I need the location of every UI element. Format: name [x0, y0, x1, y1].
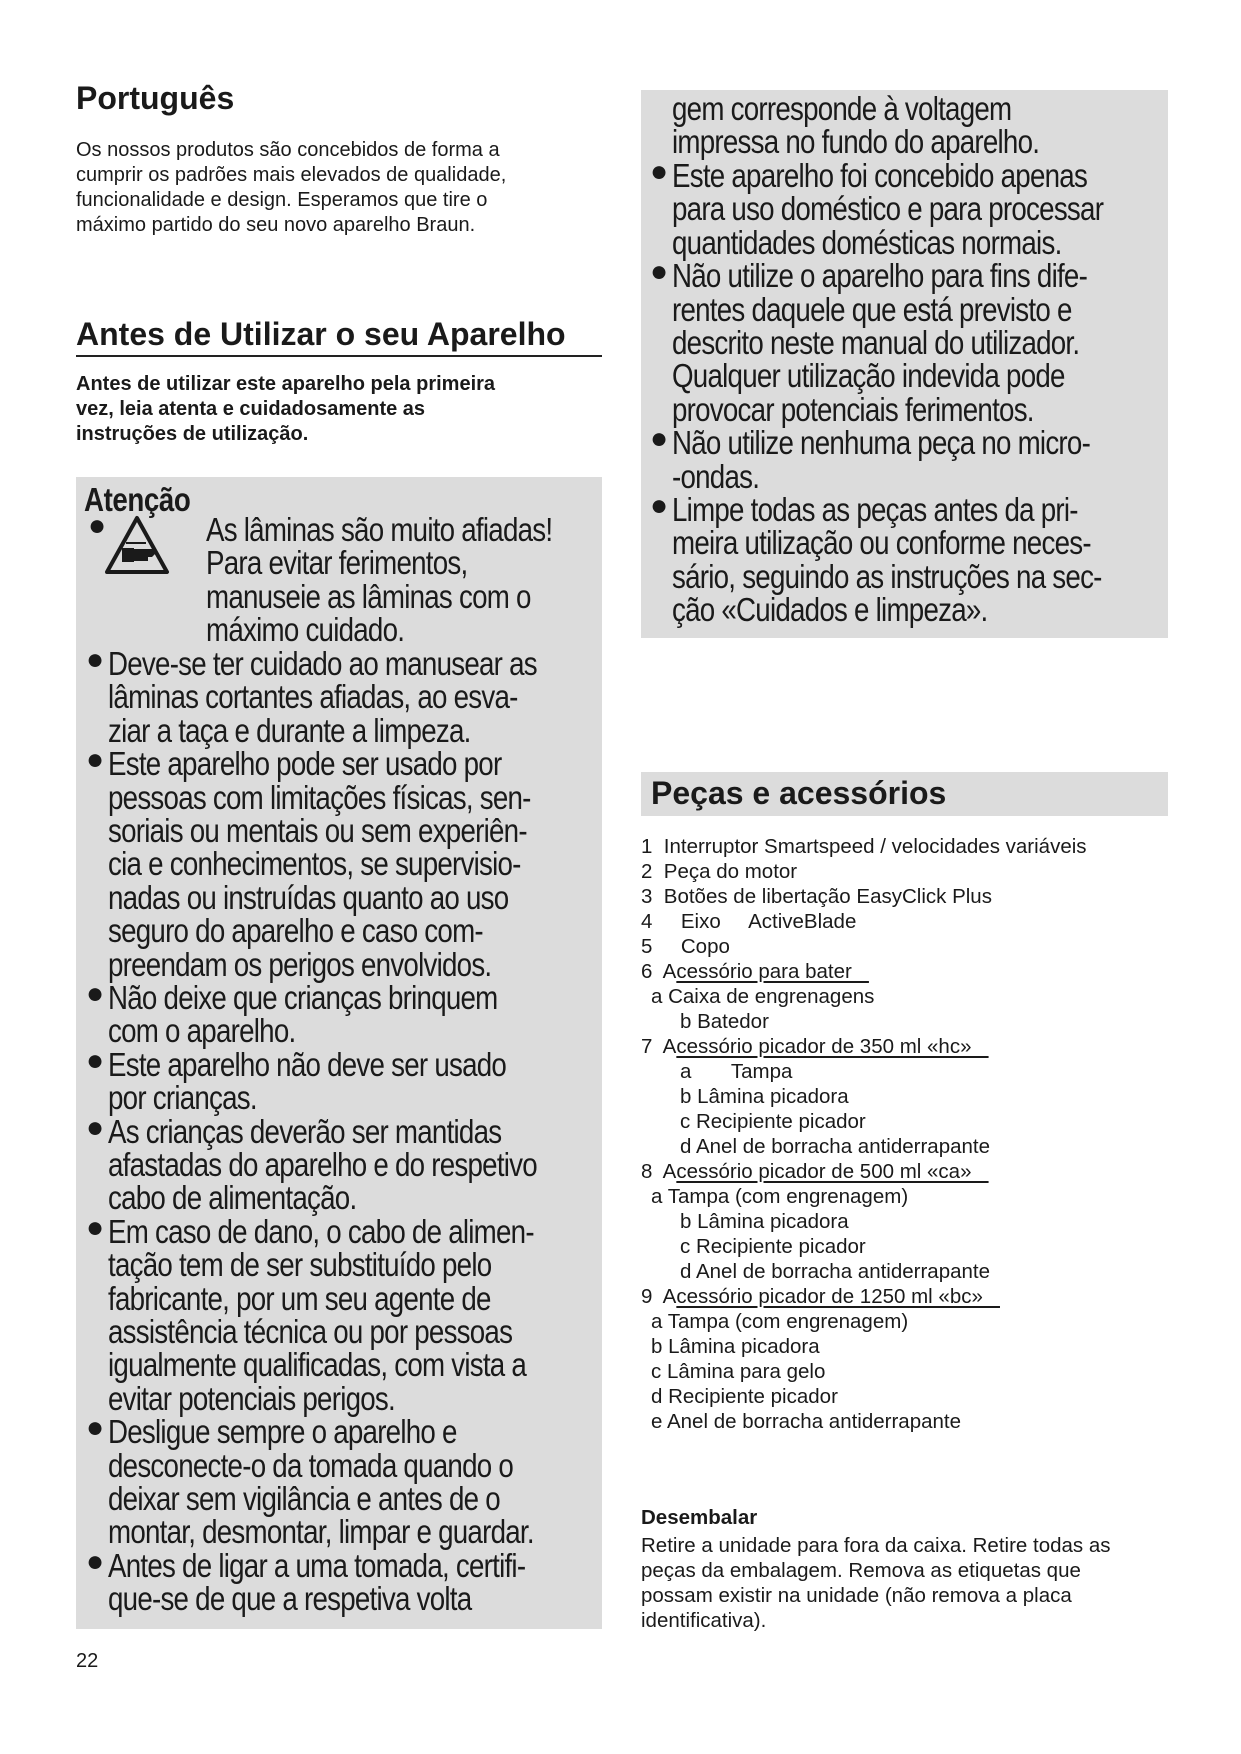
- parts-item-text: 9 A: [641, 1285, 677, 1308]
- bullet: ●: [86, 1110, 105, 1144]
- parts-heading-bar: [641, 772, 1168, 816]
- text-line: fabricante, por um seu agente de: [108, 1279, 491, 1317]
- parts-item-text: 6 A: [641, 960, 677, 983]
- text-line: As lâminas são muito afiadas!: [206, 511, 553, 548]
- parts-item: [641, 1009, 1181, 1034]
- parts-item: [641, 834, 1181, 859]
- parts-item: [641, 984, 1181, 1009]
- text-line: por crianças.: [108, 1079, 257, 1117]
- parts-item-text: d Recipiente picador: [651, 1385, 838, 1408]
- text-line: tação tem de ser substituído pelo: [108, 1246, 492, 1284]
- text-line: Em caso de dano, o cabo de alimen-: [108, 1212, 534, 1250]
- text-line: afastadas do aparelho e do respetivo: [108, 1146, 537, 1183]
- bullet: ●: [86, 643, 105, 676]
- text-line: Deve-se ter cuidado ao manusear as: [108, 645, 537, 682]
- text-line: gem corresponde à voltagem: [672, 90, 1012, 127]
- text-line: lâminas cortantes afiadas, ao esva-: [108, 678, 518, 716]
- intro-paragraph: [76, 138, 596, 238]
- intro-line: máximo partido do seu novo aparelho Braun.: [76, 214, 476, 236]
- text-line: ziar a taça e durante a limpeza.: [108, 711, 471, 749]
- parts-item: [641, 884, 1181, 909]
- text-line: deixar sem vigilância e antes de o: [108, 1480, 500, 1517]
- text-line: Não utilize nenhuma peça no micro-: [672, 424, 1091, 462]
- parts-item-text: b Lâmina picadora: [680, 1085, 849, 1108]
- bullet: ●: [86, 743, 105, 777]
- list-item: [108, 1415, 534, 1549]
- unpack-paragraph: [641, 1533, 1181, 1633]
- parts-item: [641, 1334, 1181, 1359]
- safety-continued-panel: [641, 90, 1168, 638]
- list-item: [108, 1546, 526, 1618]
- text-line: Desligue sempre o aparelho e: [108, 1413, 457, 1451]
- bullet: ●: [86, 1411, 105, 1445]
- parts-item: [641, 1309, 1181, 1334]
- parts-item-text: 4 Eixo ActiveBlade: [641, 910, 857, 933]
- parts-item: [641, 1209, 1181, 1234]
- text-line: Não utilize o aparelho para fins dife-: [672, 257, 1088, 295]
- list-item: [672, 259, 1087, 426]
- text-line: quantidades domésticas normais.: [672, 223, 1062, 261]
- attention-first-item: [206, 513, 552, 647]
- parts-item-text: c Recipiente picador: [680, 1235, 866, 1258]
- text-line: Para evitar ferimentos,: [206, 544, 468, 582]
- text-line: Antes de ligar a uma tomada, certifi-: [108, 1546, 526, 1584]
- parts-item: [641, 1084, 1181, 1109]
- parts-item-title: cessório para bater: [676, 960, 869, 983]
- list-item: [108, 747, 531, 981]
- bullet: ●: [86, 1210, 105, 1244]
- bullet: ●: [88, 509, 107, 542]
- before-use-heading: Antes de Utilizar o seu Aparelho: [76, 316, 602, 357]
- parts-item: [641, 859, 1181, 884]
- bullet: ●: [650, 155, 669, 188]
- parts-item-title: cessório picador de 500 ml «ca»: [676, 1160, 989, 1183]
- unpack-line: possam existir na unidade (não remova a placa: [641, 1584, 1072, 1607]
- text-line: máximo cuidado.: [206, 611, 405, 649]
- parts-item: [641, 1234, 1181, 1259]
- parts-item: [641, 1409, 1181, 1434]
- parts-item: [641, 1359, 1181, 1384]
- parts-item-title: cessório picador de 350 ml «hc»: [676, 1035, 989, 1058]
- text-line: evitar potenciais perigos.: [108, 1379, 395, 1417]
- parts-item: [641, 934, 1181, 959]
- before-line: vez, leia atenta e cuidadosamente as: [76, 398, 426, 420]
- text-line: ção «Cuidados e limpeza».: [672, 591, 988, 629]
- parts-item-text: a Tampa: [680, 1060, 793, 1083]
- list-item: [672, 493, 1102, 627]
- parts-item-text: a Tampa (com engrenagem): [651, 1185, 909, 1208]
- text-line: para uso doméstico e para processar: [672, 190, 1104, 228]
- bullet: ●: [650, 422, 669, 456]
- text-line: pessoas com limitações físicas, sen-: [108, 778, 531, 816]
- text-line: -ondas.: [672, 457, 760, 495]
- before-use-paragraph: [76, 372, 596, 447]
- text-line: cia e conhecimentos, se supervisio-: [108, 845, 521, 883]
- unpack-heading: Desembalar: [641, 1506, 758, 1529]
- hand-blade-warning-icon: [104, 515, 170, 575]
- list-item: [108, 981, 498, 1048]
- parts-item-text: b Batedor: [680, 1010, 769, 1033]
- text-line: igualmente qualificadas, com vista a: [108, 1346, 527, 1384]
- text-line: Este aparelho foi concebido apenas: [672, 157, 1088, 194]
- text-line: Não deixe que crianças brinquem: [108, 979, 498, 1016]
- intro-line: cumprir os padrões mais elevados de qualidade,: [76, 164, 507, 186]
- list-item: [108, 647, 537, 747]
- parts-item-text: c Lâmina para gelo: [651, 1360, 826, 1383]
- language-heading: Português: [76, 80, 235, 116]
- text-line: nadas ou instruídas quanto ao uso: [108, 878, 509, 916]
- list-item: [108, 1112, 537, 1217]
- parts-item-text: 3 Botões de libertação EasyClick Plus: [641, 885, 992, 908]
- unpack-line: identificativa).: [641, 1609, 767, 1632]
- before-line: Antes de utilizar este aparelho pela primeira: [76, 373, 496, 395]
- bullet: ●: [86, 977, 105, 1010]
- unpack-line: Retire a unidade para fora da caixa. Retire todas as: [641, 1534, 1111, 1557]
- text-line: descrito neste manual do utilizador.: [672, 324, 1080, 361]
- parts-item: [641, 1109, 1181, 1134]
- bullet: ●: [650, 489, 669, 522]
- attention-title: Atenção: [84, 481, 191, 518]
- text-line: rentes daquele que está previsto e: [672, 290, 1072, 328]
- parts-item-text: a Caixa de engrenagens: [651, 985, 875, 1008]
- text-line: assistência técnica ou por pessoas: [108, 1313, 513, 1351]
- parts-item-text: b Lâmina picadora: [651, 1335, 820, 1358]
- text-line: Limpe todas as peças antes da pri-: [672, 491, 1078, 528]
- parts-item-text: 7 A: [641, 1035, 677, 1058]
- text-line: meira utilização ou conforme neces-: [672, 524, 1091, 562]
- parts-item: [641, 1284, 1181, 1309]
- intro-line: Os nossos produtos são concebidos de forma a: [76, 139, 500, 161]
- text-line: com o aparelho.: [108, 1012, 296, 1050]
- parts-item: [641, 1034, 1181, 1059]
- parts-item: [641, 1259, 1181, 1284]
- parts-item-text: 2 Peça do motor: [641, 860, 798, 883]
- bullet: ●: [86, 1043, 105, 1077]
- intro-line: funcionalidade e design. Esperamos que tire o: [76, 189, 488, 211]
- parts-item: [641, 1059, 1181, 1084]
- list-item: [108, 1212, 534, 1417]
- parts-item-text: c Recipiente picador: [680, 1110, 866, 1133]
- text-line: Qualquer utilização indevida pode: [672, 357, 1065, 395]
- page-number: 22: [76, 1650, 99, 1672]
- parts-item-text: 1 Interruptor Smartspeed / velocidades variáveis: [641, 835, 1087, 858]
- text-line: Este aparelho não deve ser usado: [108, 1045, 507, 1083]
- parts-item-text: d Anel de borracha antiderrapante: [680, 1135, 991, 1158]
- text-line: montar, desmontar, limpar e guardar.: [108, 1513, 534, 1551]
- bullet: ●: [650, 255, 669, 289]
- parts-item: [641, 1184, 1181, 1209]
- list-item: [672, 426, 1090, 493]
- parts-item: [641, 1159, 1181, 1184]
- parts-list: [641, 834, 1181, 1434]
- list-item: [108, 1045, 507, 1117]
- attention-panel: [76, 477, 602, 1629]
- text-line: que-se de que a respetiva volta: [108, 1580, 472, 1618]
- text-line: As crianças deverão ser mantidas: [108, 1112, 502, 1150]
- parts-item-text: b Lâmina picadora: [680, 1210, 849, 1233]
- text-line: sário, seguindo as instruções na sec-: [672, 557, 1102, 595]
- list-item: [672, 159, 1103, 259]
- parts-item-text: 8 A: [641, 1160, 677, 1183]
- text-line: provocar potenciais ferimentos.: [672, 390, 1034, 428]
- bullet: ●: [86, 1544, 105, 1578]
- parts-item-title: cessório picador de 1250 ml «bc»: [676, 1285, 1000, 1308]
- parts-item: [641, 959, 1181, 984]
- parts-item-text: d Anel de borracha antiderrapante: [680, 1260, 991, 1283]
- text-line: soriais ou mentais ou sem experiên-: [108, 812, 527, 849]
- parts-item-text: a Tampa (com engrenagem): [651, 1310, 909, 1333]
- text-line: impressa no fundo do aparelho.: [672, 123, 1040, 161]
- parts-item: [641, 909, 1181, 934]
- parts-item: [641, 1134, 1181, 1159]
- text-line: seguro do aparelho e caso com-: [108, 912, 483, 950]
- before-line: instruções de utilização.: [76, 423, 309, 445]
- unpack-line: peças da embalagem. Remova as etiquetas que: [641, 1559, 1081, 1582]
- parts-heading: Peças e acessórios: [651, 775, 947, 811]
- text-line: preendam os perigos envolvidos.: [108, 945, 492, 983]
- parts-item-text: 5 Copo: [641, 935, 730, 958]
- text-line: cabo de alimentação.: [108, 1179, 357, 1217]
- text-line: Este aparelho pode ser usado por: [108, 745, 502, 783]
- text-line: manuseie as lâminas com o: [206, 577, 531, 615]
- text-line: desconecte-o da tomada quando o: [108, 1446, 514, 1484]
- continuation-text: [672, 92, 1039, 159]
- parts-item: [641, 1384, 1181, 1409]
- parts-item-text: e Anel de borracha antiderrapante: [651, 1410, 962, 1433]
